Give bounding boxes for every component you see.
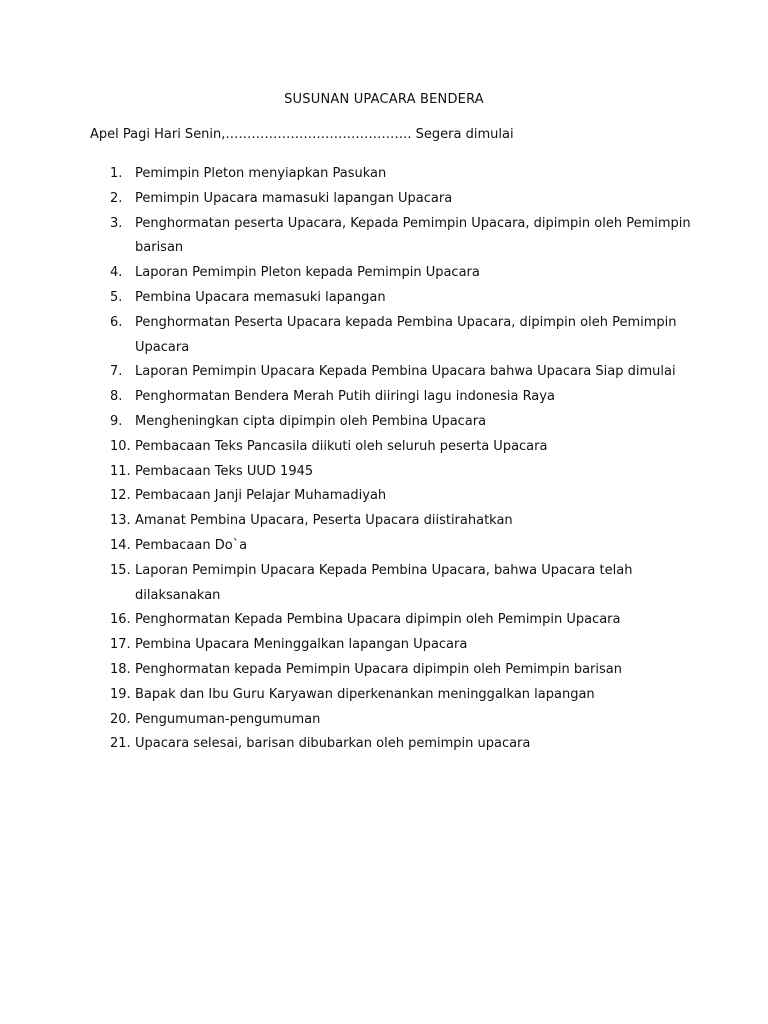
list-item bbox=[110, 559, 710, 609]
list-item-number: 19. bbox=[110, 686, 131, 702]
list-item-text: Laporan Pemimpin Pleton kepada Pemimpin Upacara bbox=[135, 265, 480, 281]
list-item-text: Laporan Pemimpin Upacara Kepada Pembina Upacara, bahwa Upacara telah dilaksanakan bbox=[135, 562, 633, 603]
list-item bbox=[110, 683, 710, 708]
list-item bbox=[110, 212, 710, 262]
list-item-number: 6. bbox=[110, 314, 123, 330]
list-item-number: 4. bbox=[110, 265, 123, 281]
list-item-number: 18. bbox=[110, 661, 131, 677]
list-item bbox=[110, 162, 710, 187]
list-item-text: Amanat Pembina Upacara, Peserta Upacara diistirahatkan bbox=[135, 513, 513, 529]
list-item-number: 1. bbox=[110, 166, 123, 181]
list-item-number: 10. bbox=[110, 438, 131, 454]
list-item-text: Penghormatan Bendera Merah Putih diiringi lagu indonesia Raya bbox=[135, 389, 555, 405]
list-item-text: Pembacaan Teks Pancasila diikuti oleh seluruh peserta Upacara bbox=[135, 438, 548, 454]
list-item-text: Pembacaan Janji Pelajar Muhamadiyah bbox=[135, 488, 387, 504]
list-item-text: Pembacaan Teks UUD 1945 bbox=[135, 463, 314, 479]
list-item-number: 9. bbox=[110, 413, 123, 429]
list-item-number: 20. bbox=[110, 711, 131, 727]
list-item-number: 2. bbox=[110, 190, 123, 206]
list-item bbox=[110, 484, 710, 509]
list-item-number: 13. bbox=[110, 513, 131, 529]
list-item bbox=[110, 633, 710, 658]
list-item bbox=[110, 509, 710, 534]
list-item-text: Penghormatan kepada Pemimpin Upacara dipimpin oleh Pemimpin barisan bbox=[135, 661, 622, 677]
list-item bbox=[110, 534, 710, 559]
list-item-text: Pemimpin Upacara mamasuki lapangan Upacara bbox=[135, 190, 453, 206]
list-item bbox=[110, 460, 710, 485]
list-item bbox=[110, 658, 710, 683]
list-item bbox=[110, 608, 710, 633]
list-item-number: 3. bbox=[110, 215, 123, 231]
ceremony-order-list bbox=[110, 162, 710, 757]
list-item-text: Pembina Upacara Meninggalkan lapangan Upacara bbox=[135, 637, 468, 653]
list-item-text: Penghormatan peserta Upacara, Kepada Pemimpin Upacara, dipimpin oleh Pemimpin barisan bbox=[135, 215, 691, 256]
list-item bbox=[110, 410, 710, 435]
list-item bbox=[110, 435, 710, 460]
list-item-number: 21. bbox=[110, 736, 131, 752]
list-item-text: Penghormatan Kepada Pembina Upacara dipimpin oleh Pemimpin Upacara bbox=[135, 612, 621, 628]
list-item-number: 12. bbox=[110, 488, 131, 504]
list-item-text: Pemimpin Pleton menyiapkan Pasukan bbox=[135, 166, 387, 181]
list-item bbox=[110, 732, 710, 757]
list-item-text: Pengumuman-pengumuman bbox=[135, 711, 321, 727]
list-item-text: Penghormatan Peserta Upacara kepada Pembina Upacara, dipimpin oleh Pemimpin Upacara bbox=[135, 314, 677, 355]
list-item-text: Upacara selesai, barisan dibubarkan oleh pemimpin upacara bbox=[135, 736, 531, 752]
list-item-number: 15. bbox=[110, 562, 131, 578]
list-item-number: 11. bbox=[110, 463, 131, 479]
list-item-number: 16. bbox=[110, 612, 131, 628]
list-item-number: 7. bbox=[110, 364, 123, 380]
list-item-number: 17. bbox=[110, 637, 131, 653]
list-item bbox=[110, 311, 710, 361]
list-item-text: Mengheningkan cipta dipimpin oleh Pembina Upacara bbox=[135, 413, 487, 429]
list-item bbox=[110, 261, 710, 286]
list-item bbox=[110, 385, 710, 410]
list-item bbox=[110, 708, 710, 733]
list-item bbox=[110, 286, 710, 311]
list-item-number: 8. bbox=[110, 389, 123, 405]
document-title: SUSUNAN UPACARA BENDERA bbox=[284, 92, 484, 107]
list-item bbox=[110, 187, 710, 212]
list-item-number: 5. bbox=[110, 289, 123, 305]
list-item-text: Laporan Pemimpin Upacara Kepada Pembina Upacara bahwa Upacara Siap dimulai bbox=[135, 364, 676, 380]
list-item-text: Pembina Upacara memasuki lapangan bbox=[135, 289, 386, 305]
list-item-text: Bapak dan Ibu Guru Karyawan diperkenankan meninggalkan lapangan bbox=[135, 686, 595, 702]
list-item bbox=[110, 360, 710, 385]
list-item-number: 14. bbox=[110, 537, 131, 553]
intro-line: Apel Pagi Hari Senin,……………………………………. Segera dimulai bbox=[90, 127, 514, 142]
list-item-text: Pembacaan Do`a bbox=[135, 537, 248, 553]
